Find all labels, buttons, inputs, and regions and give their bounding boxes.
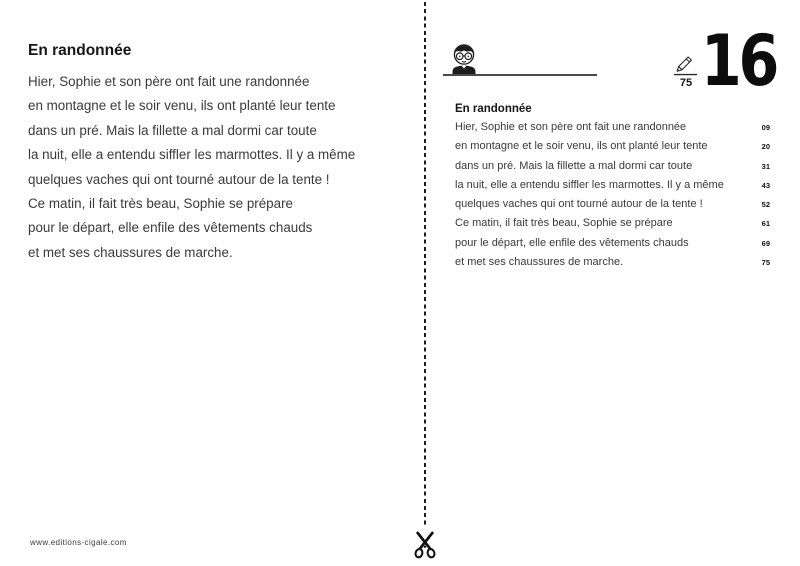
answer-line-text: quelques vaches qui ont tourné autour de la tente !: [455, 198, 703, 211]
lesson-number: 16: [700, 20, 776, 102]
student-face-icon: [449, 43, 479, 76]
dictation-line: et met ses chaussures de marche.: [28, 244, 233, 260]
answer-row: [455, 217, 770, 236]
answer-row: [455, 121, 770, 140]
answer-line-count: 31: [761, 161, 770, 171]
dictation-line: Ce matin, il fait très beau, Sophie se prépare: [28, 196, 293, 212]
answer-row: [455, 160, 770, 179]
dictation-line: en montagne et le soir venu, ils ont planté leur tente: [28, 98, 336, 114]
dictation-line: pour le départ, elle enfile des vêtements chauds: [28, 220, 313, 236]
dashed-cut-line: [424, 2, 426, 526]
dictation-line: quelques vaches qui ont tourné autour de la tente !: [28, 171, 330, 187]
answer-line-count: 61: [761, 219, 770, 229]
word-count-total: 75: [679, 77, 693, 89]
answer-line-text: Hier, Sophie et son père ont fait une randonnée: [455, 121, 687, 133]
answer-line-count: 69: [761, 238, 770, 248]
answer-row: [455, 140, 770, 159]
answer-row: [455, 256, 770, 275]
answer-line-text: Ce matin, il fait très beau, Sophie se prépare: [455, 217, 673, 230]
answer-rows: [455, 121, 770, 275]
answer-line-text: et met ses chaussures de marche.: [455, 256, 624, 269]
dictation-text: [28, 70, 408, 265]
answer-title: En randonnée: [455, 103, 532, 115]
answer-line-count: 43: [761, 180, 770, 190]
dictation-title: En randonnée: [28, 42, 132, 59]
answer-row: [455, 237, 770, 256]
answer-line-text: en montagne et le soir venu, ils ont planté leur tente: [455, 140, 708, 153]
dictation-line: la nuit, elle a entendu siffler les marmottes. Il y a même: [28, 147, 356, 163]
dictation-line: Hier, Sophie et son père ont fait une randonnée: [28, 74, 310, 89]
answer-line-count: 75: [761, 258, 770, 268]
answer-row: [455, 198, 770, 217]
answer-line-count: 09: [761, 123, 770, 132]
scissors-icon: [412, 531, 438, 559]
answer-row: [455, 179, 770, 198]
answer-line-text: dans un pré. Mais la fillette a mal dormi car toute: [455, 159, 693, 172]
answer-line-text: pour le départ, elle enfile des vêtements chauds: [455, 236, 689, 249]
answer-line-count: 20: [761, 142, 770, 152]
footer-url: www.editions-cigale.com: [30, 538, 127, 547]
answer-line-count: 52: [761, 200, 770, 210]
student-name-line: [443, 74, 597, 76]
answer-line-text: la nuit, elle a entendu siffler les marmottes. Il y a même: [455, 178, 724, 191]
dictation-line: dans un pré. Mais la fillette a mal dormi car toute: [28, 122, 317, 138]
